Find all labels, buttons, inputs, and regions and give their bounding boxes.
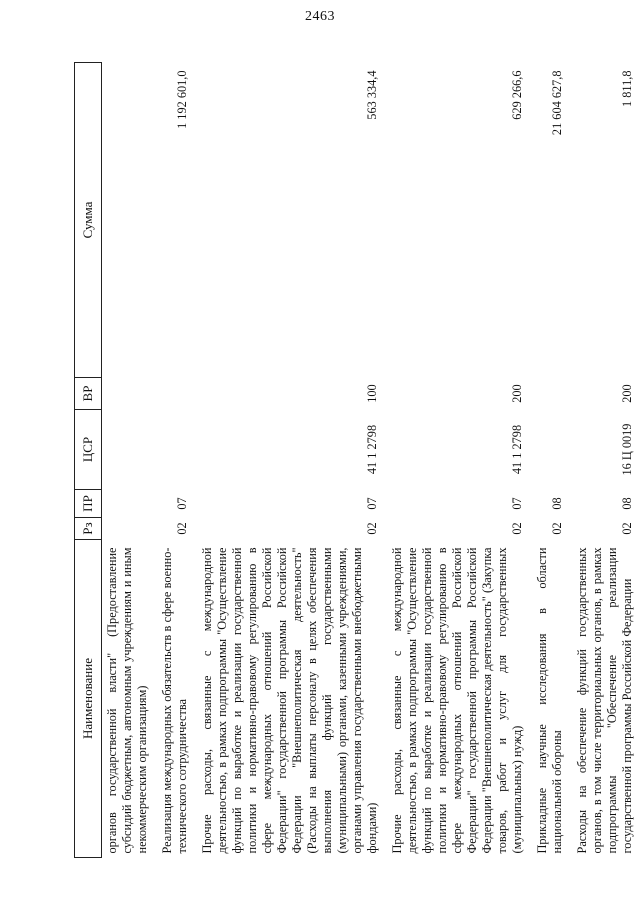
row-name: Расходы на обеспечение функций государственных органов, в том числе территориальных органов, в рамках подпрограммы "Обеспечение реализации государственной программы Российской Федерации xyxy=(575,547,634,854)
header-sum: Сумма xyxy=(75,63,102,378)
header-vr: ВР xyxy=(75,378,102,410)
row-csr: 41 1 2798 xyxy=(365,424,379,475)
row-pr: 07 xyxy=(365,497,379,510)
table-row xyxy=(197,63,387,858)
row-pr: 07 xyxy=(510,497,524,510)
row-rz: 02 xyxy=(365,522,379,535)
row-sum: 1 192 601,0 xyxy=(175,70,189,129)
row-rz: 02 xyxy=(620,522,634,535)
row-csr xyxy=(102,410,158,490)
row-name: органов государственной власти" (Предоставление субсидий бюджетным, автономным учреждениям и иным некоммерческим организациям) xyxy=(105,547,149,854)
row-name: Прикладные научные исследования в области национальной обороны xyxy=(535,547,564,854)
row-csr: 16 Ц 0019 xyxy=(620,423,634,476)
row-vr: 100 xyxy=(365,384,379,403)
header-csr: ЦСР xyxy=(75,410,102,490)
row-sum: 563 334,4 xyxy=(365,70,379,120)
row-sum: 1 811,8 xyxy=(620,70,634,107)
header-name: Наименование xyxy=(75,540,102,858)
page-number: 2463 xyxy=(305,9,335,24)
row-rz: 02 xyxy=(550,522,564,535)
row-rz: 02 xyxy=(510,522,524,535)
row-name: Прочие расходы, связанные с международной деятельностью, в рамках подпрограммы "Осуществление функций по выработке и реализации государственной политики и нормативно-правовому регулированию в сфере международных отношений Российской Федерации" государственной программы Российской Федерации "Внешнеполитическая деятельность" (Расходы на выплаты персоналу в целях обеспечения выполнения функций государственными (муниципальными) органами, казенными учреждениями, органами управления государственными внебюджетными фондами) xyxy=(200,547,379,854)
row-pr: 08 xyxy=(550,497,564,510)
row-rz: 02 xyxy=(175,522,189,535)
row-csr xyxy=(157,410,197,490)
row-sum: 629 266,6 xyxy=(510,70,524,120)
row-name: Прочие расходы, связанные с международной деятельностью, в рамках подпрограммы "Осуществление функций по выработке и реализации государственной политики и нормативно-правовому регулированию в сфере международных отношений Российской Федерации" государственной программы Российской Федерации "Внешнеполитическая деятельность" (Закупка товаров, работ и услуг для государственных (муниципальных) нужд) xyxy=(390,547,524,854)
row-name: Реализация международных обязательств в сфере военно-технического сотрудничества xyxy=(160,547,189,854)
table-row xyxy=(572,63,640,858)
row-sum: 21 604 627,8 xyxy=(550,70,564,136)
row-csr: 41 1 2798 xyxy=(510,424,524,475)
header-rz: Рз xyxy=(75,518,102,540)
row-pr xyxy=(102,490,158,518)
row-sum xyxy=(102,63,158,378)
row-rz xyxy=(102,518,158,540)
row-vr xyxy=(157,378,197,410)
table-header-row xyxy=(75,63,102,858)
row-pr: 08 xyxy=(620,497,634,510)
row-vr: 200 xyxy=(620,384,634,403)
row-vr xyxy=(102,378,158,410)
header-pr: ПР xyxy=(75,490,102,518)
table-row xyxy=(387,63,532,858)
table-row xyxy=(532,63,572,858)
budget-table xyxy=(74,62,640,858)
table-row xyxy=(102,63,158,858)
row-vr: 200 xyxy=(510,384,524,403)
row-csr xyxy=(532,410,572,490)
row-vr xyxy=(532,378,572,410)
table-row xyxy=(157,63,197,858)
row-pr: 07 xyxy=(175,497,189,510)
rotated-document xyxy=(74,63,634,858)
